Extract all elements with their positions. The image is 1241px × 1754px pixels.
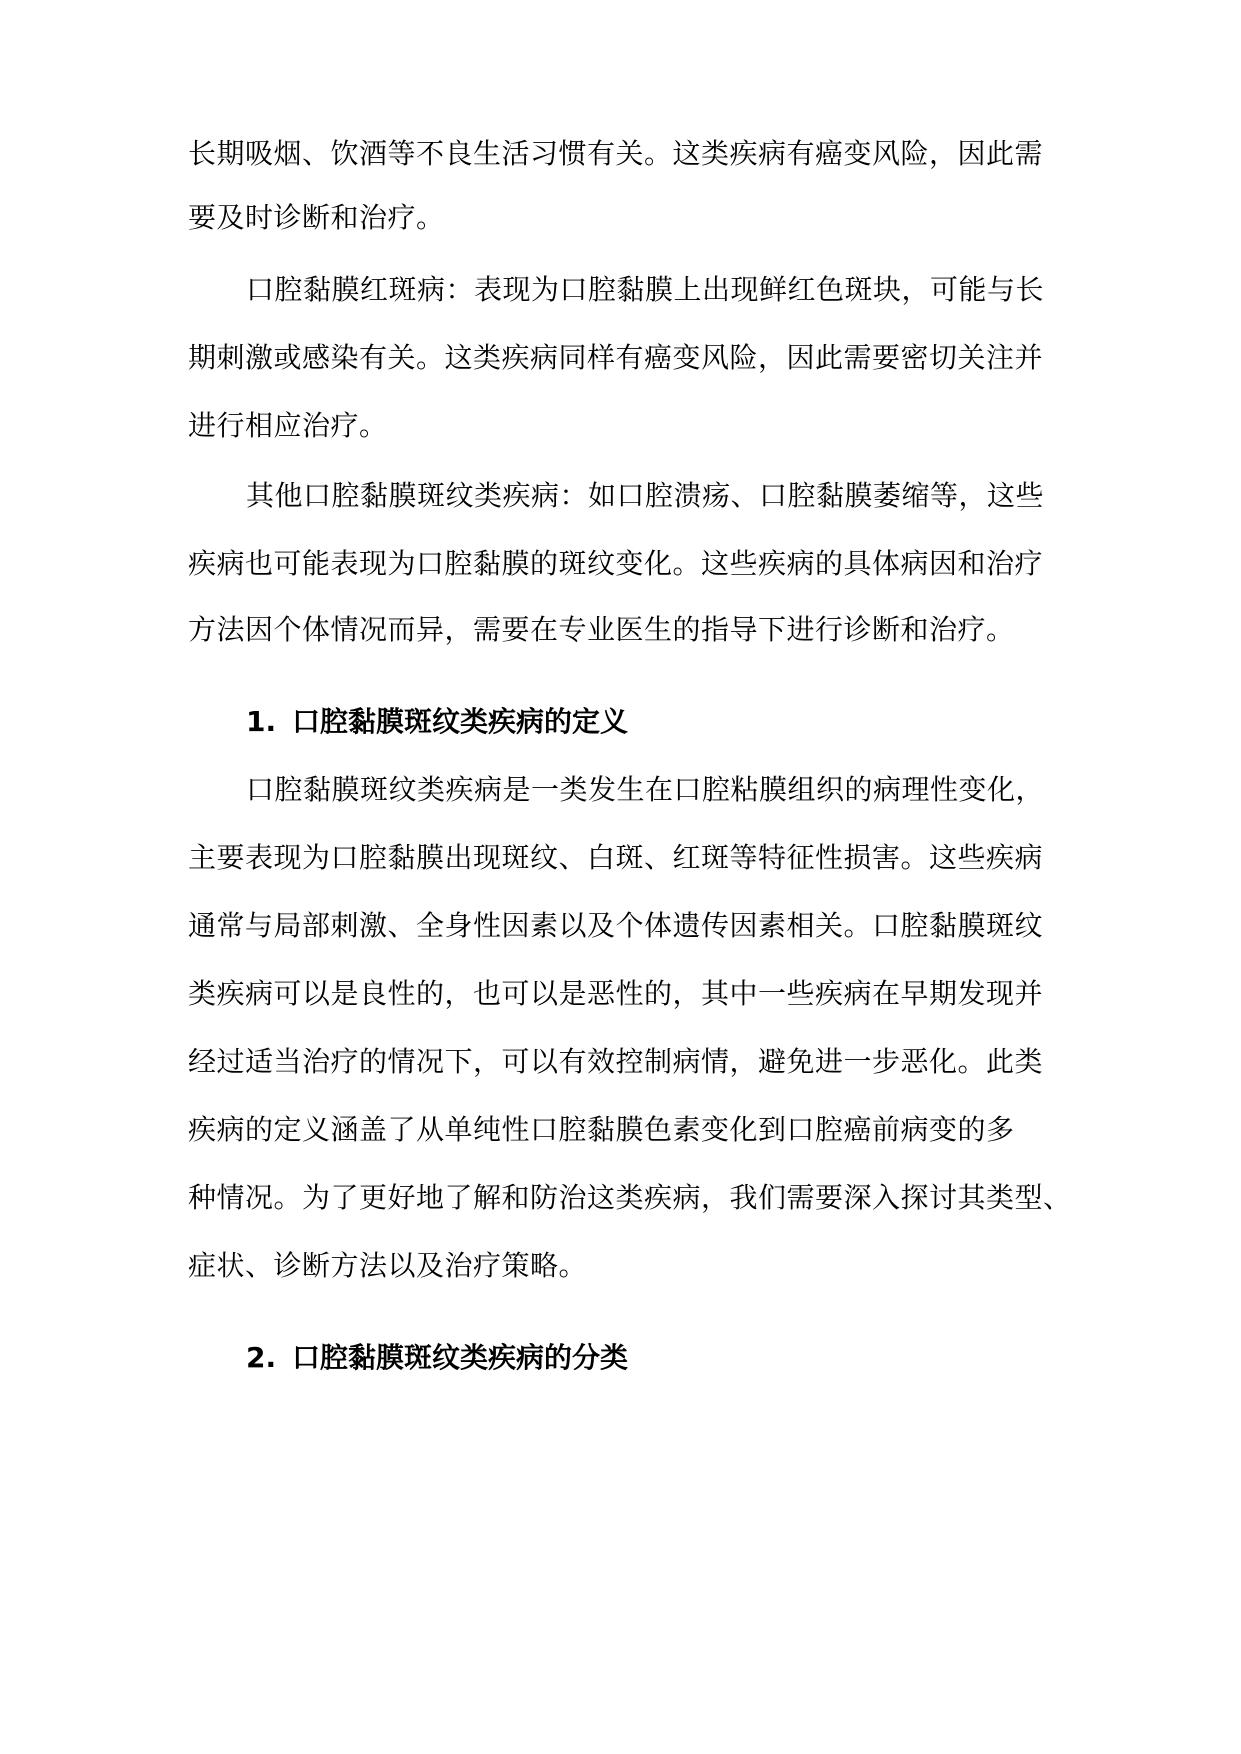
paragraph-definition-line-8: 症状、诊断方法以及治疗策略。 [188, 1249, 588, 1282]
section-2-title: 口腔黏膜斑纹类疾病的分类 [292, 1341, 629, 1374]
paragraph-erythroplakia-line-2: 期刺激或感染有关。这类疾病同样有癌变风险，因此需要密切关注并 [188, 341, 1044, 374]
section-2-heading [246, 1338, 628, 1378]
section-1-heading [246, 702, 628, 742]
paragraph-erythroplakia-line-1: 口腔黏膜红斑病：表现为口腔黏膜上出现鲜红色斑块，可能与长 [246, 273, 1045, 306]
paragraph-other-line-2: 疾病也可能表现为口腔黏膜的斑纹变化。这些疾病的具体病因和治疗 [188, 547, 1044, 580]
paragraph-definition-line-3: 通常与局部刺激、全身性因素以及个体遗传因素相关。口腔黏膜斑纹 [188, 909, 1044, 942]
paragraph-definition-line-2: 主要表现为口腔黏膜出现斑纹、白斑、红斑等特征性损害。这些疾病 [188, 841, 1044, 874]
paragraph-intro-line-1: 长期吸烟、饮酒等不良生活习惯有关。这类疾病有癌变风险，因此需 [188, 137, 1044, 170]
paragraph-definition-line-4: 类疾病可以是良性的，也可以是恶性的，其中一些疾病在早期发现并 [188, 977, 1044, 1010]
paragraph-definition-line-7: 种情况。为了更好地了解和防治这类疾病，我们需要深入探讨其类型、 [188, 1181, 1072, 1214]
paragraph-other-line-1: 其他口腔黏膜斑纹类疾病：如口腔溃疡、口腔黏膜萎缩等，这些 [246, 479, 1045, 512]
section-1-title: 口腔黏膜斑纹类疾病的定义 [292, 705, 629, 738]
paragraph-other-line-3: 方法因个体情况而异，需要在专业医生的指导下进行诊断和治疗。 [188, 613, 1015, 646]
paragraph-definition-line-6: 疾病的定义涵盖了从单纯性口腔黏膜色素变化到口腔癌前病变的多 [188, 1113, 1015, 1146]
paragraph-erythroplakia-line-3: 进行相应治疗。 [188, 409, 388, 442]
paragraph-intro-line-2: 要及时诊断和治疗。 [188, 201, 445, 234]
paragraph-definition-line-1: 口腔黏膜斑纹类疾病是一类发生在口腔粘膜组织的病理性变化， [246, 773, 1045, 806]
paragraph-definition-line-5: 经过适当治疗的情况下，可以有效控制病情，避免进一步恶化。此类 [188, 1045, 1044, 1078]
section-1-number: 1. [246, 705, 277, 738]
section-2-number: 2. [246, 1341, 277, 1374]
